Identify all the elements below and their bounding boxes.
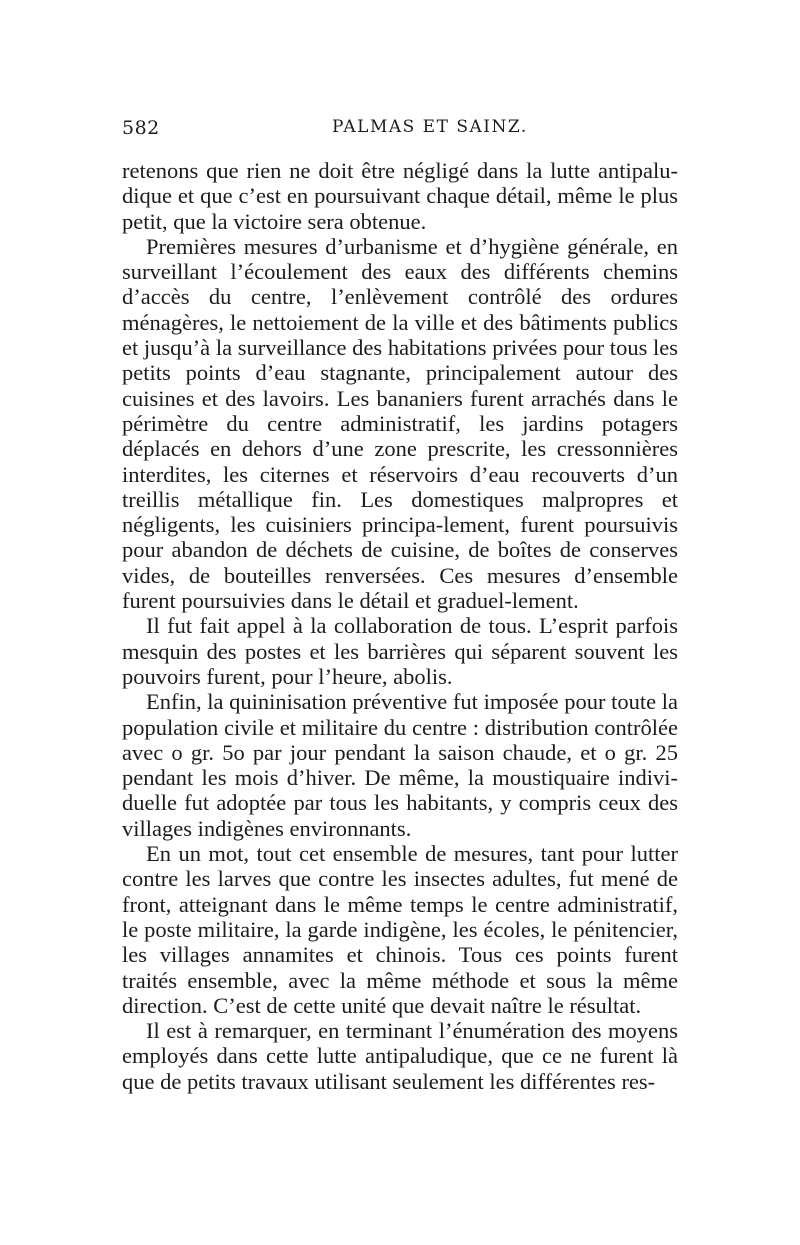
paragraph-6: Il est à remarquer, en terminant l’énumération des moyens employés dans cette lutte antipaludique, que ce ne furent là que de petits travaux utilisant seulement les différentes res- [122,1018,678,1094]
paragraph-2: Premières mesures d’urbanisme et d’hygiène générale, en surveillant l’écoulement des eaux des différents chemins d’accès du centre, l’enlèvement contrôlé des ordures ménagères, le nettoiement de la ville et des bâtiments publics et jusqu’à la surveillance des habitations privées pour tous les petits points d’eau stagnante, principalement autour des cuisines et des lavoirs. Les bananiers furent arrachés dans le périmètre du centre administratif, les jardins potagers déplacés en dehors d’une zone prescrite, les cressonnières interdites, les citernes et réservoirs d’eau recouverts d’un treillis métallique fin. Les domestiques malpropres et négligents, les cuisiniers principa-lement, furent poursuivis pour abandon de déchets de cuisine, de boîtes de conserves vides, de bouteilles renversées. Ces mesures d’ensemble furent poursuivies dans le détail et graduel-lement. [122,233,678,614]
paragraph-1: retenons que rien ne doit être négligé dans la lutte antipalu-dique et que c’est en poursuivant chaque détail, même le plus petit, que la victoire sera obtenue. [122,158,678,234]
body-text [122,158,678,1094]
page-number: 582 [122,117,160,139]
paragraph-4: Enfin, la quininisation préventive fut imposée pour toute la population civile et militaire du centre : distribution contrôlée avec o gr. 5o par jour pendant la saison chaude, et o gr. 25 pendant les mois d’hiver. De même, la moustiquaire indivi-duelle fut adoptée par tous les habitants, y compris ceux des villages indigènes environnants. [122,689,678,841]
paragraph-5: En un mot, tout cet ensemble de mesures, tant pour lutter contre les larves que contre les insectes adultes, fut mené de front, atteignant dans le même temps le centre administratif, le poste militaire, la garde indigène, les écoles, le pénitencier, les villages annamites et chinois. Tous ces points furent traités ensemble, avec la même méthode et sous la même direction. C’est de cette unité que devait naître le résultat. [122,841,678,1018]
page-header [122,117,678,149]
paragraph-3: Il fut fait appel à la collaboration de tous. L’esprit parfois mesquin des postes et les barrières qui séparent souvent les pouvoirs furent, pour l’heure, abolis. [122,613,678,689]
running-head: PALMAS ET SAINZ. [332,117,528,137]
